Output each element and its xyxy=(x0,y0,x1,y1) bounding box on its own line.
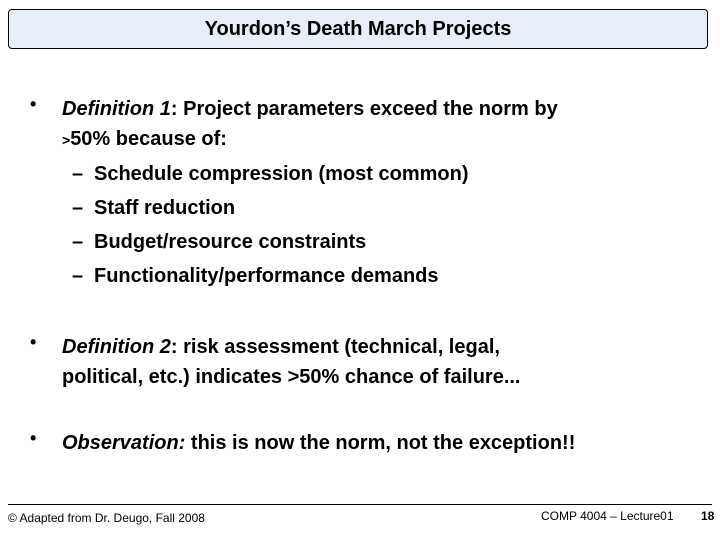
subitem-budget-constraints xyxy=(72,227,366,257)
footer-divider xyxy=(8,504,712,505)
bullet-marker: • xyxy=(30,428,37,448)
sub-marker: – xyxy=(72,265,84,287)
sub-marker: – xyxy=(72,163,84,185)
footer-course: COMP 4004 – Lecture01 xyxy=(541,509,674,523)
subitem-text: Budget/resource constraints xyxy=(94,231,367,253)
bullet-marker: • xyxy=(30,94,37,114)
definition-2-text-line2: political, etc.) indicates >50% chance of failure... xyxy=(62,366,521,388)
definition-1-text-line2: 50% because of: xyxy=(70,128,227,150)
definition-1-gt-symbol: > xyxy=(62,132,71,148)
definition-1-text-line1: : Project parameters exceed the norm by xyxy=(170,98,558,120)
subitem-schedule-compression xyxy=(72,159,469,189)
bullet-marker: • xyxy=(30,332,37,352)
slide-title xyxy=(8,9,708,49)
observation-text: this is now the norm, not the exception!! xyxy=(185,432,576,454)
observation-label: Observation: xyxy=(62,432,186,454)
subitem-functionality-demands xyxy=(72,261,439,291)
sub-marker: – xyxy=(72,231,84,253)
definition-2-text-line1: : risk assessment (technical, legal, xyxy=(170,336,500,358)
definition-2-label: Definition 2 xyxy=(62,336,171,358)
definition-1-label: Definition 1 xyxy=(62,98,171,120)
subitem-text: Schedule compression (most common) xyxy=(94,163,469,185)
subitem-text: Staff reduction xyxy=(94,197,236,219)
subitem-text: Functionality/performance demands xyxy=(94,265,439,287)
bullet-text xyxy=(62,332,702,392)
page-number: 18 xyxy=(701,509,715,523)
slide-title-text: Yourdon’s Death March Projects xyxy=(204,17,512,40)
subitem-staff-reduction xyxy=(72,193,235,223)
footer-credit: © Adapted from Dr. Deugo, Fall 2008 xyxy=(8,511,205,525)
sub-marker: – xyxy=(72,197,84,219)
bullet-text xyxy=(62,94,702,155)
bullet-text xyxy=(62,428,702,458)
